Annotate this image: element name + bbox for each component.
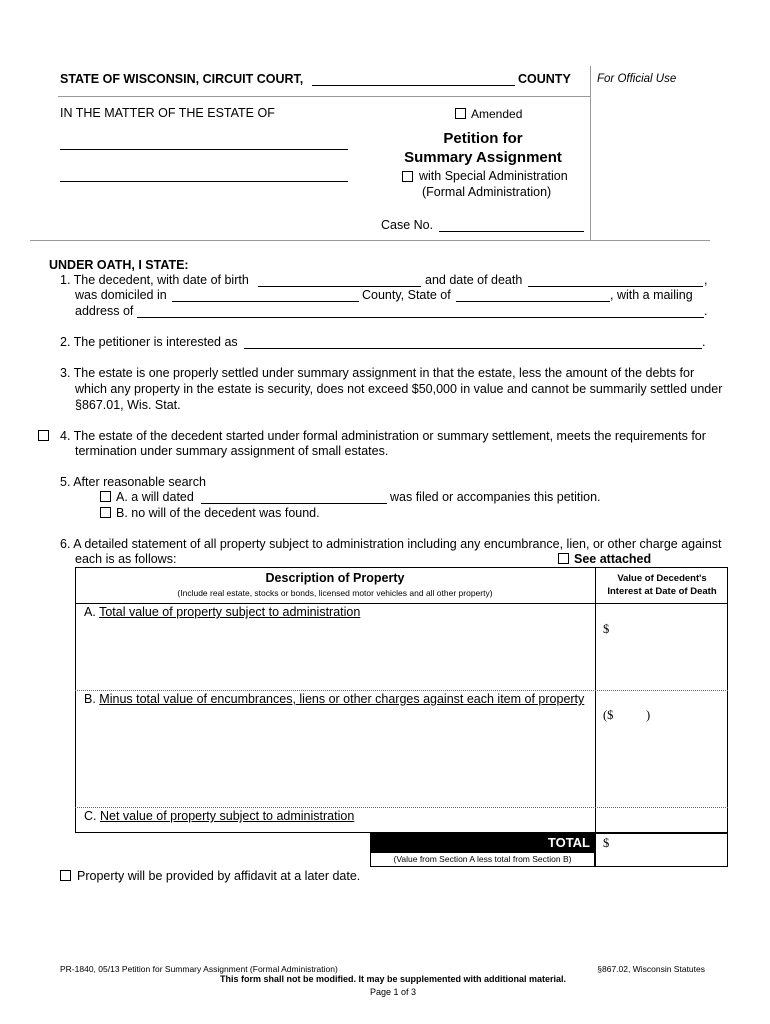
row-a-label: A. xyxy=(84,605,96,619)
total-value-box[interactable] xyxy=(595,833,728,867)
affidavit-checkbox[interactable] xyxy=(60,870,71,881)
item1-comma: , xyxy=(704,273,708,287)
item4-line2: termination under summary assignment of small estates. xyxy=(75,444,389,458)
table-column-divider xyxy=(595,567,596,833)
see-attached-label: See attached xyxy=(574,552,652,566)
case-no-label: Case No. xyxy=(381,218,434,232)
mailing-address-field[interactable] xyxy=(137,317,704,318)
special-admin-label: with Special Administration xyxy=(419,169,568,183)
no-modify-notice: This form shall not be modified. It may be supplemented with additional material. xyxy=(219,974,567,984)
affidavit-label: Property will be provided by affidavit at a later date. xyxy=(77,869,361,883)
row-b-divider xyxy=(75,807,728,808)
petitioner-interest-field[interactable] xyxy=(244,348,702,349)
item1-death-label: and date of death xyxy=(425,273,523,287)
official-use-divider xyxy=(590,66,591,240)
total-label: TOTAL xyxy=(547,835,590,850)
row-c xyxy=(84,809,354,823)
death-date-field[interactable] xyxy=(528,286,703,287)
item1-domiciled-label: was domiciled in xyxy=(75,288,167,302)
row-a xyxy=(84,605,360,619)
amended-label: Amended xyxy=(471,107,523,121)
item5-text: 5. After reasonable search xyxy=(60,475,206,489)
item6-line1: 6. A detailed statement of all property subject to administration including any encumbrance, lien, or other charge against xyxy=(60,537,722,551)
item3-line3: §867.01, Wis. Stat. xyxy=(75,398,181,412)
see-attached-checkbox[interactable] xyxy=(558,553,569,564)
no-will-checkbox[interactable] xyxy=(100,507,111,518)
decedent-name-field-2[interactable] xyxy=(60,181,348,182)
row-c-label: C. xyxy=(84,809,97,823)
official-use-label: For Official Use xyxy=(597,73,677,85)
item3-line2: which any property in the estate is security, does not exceed $50,000 in value and cannot be summarily settled under xyxy=(75,382,723,396)
item5-a-text: was filed or accompanies this petition. xyxy=(390,490,601,504)
table-header-divider xyxy=(75,603,728,604)
statute-ref: §867.02, Wisconsin Statutes xyxy=(597,964,705,974)
case-no-field[interactable] xyxy=(439,231,584,232)
amended-checkbox[interactable] xyxy=(455,108,466,119)
row-c-text: Net value of property subject to administration xyxy=(99,809,355,823)
will-date-field[interactable] xyxy=(201,503,387,504)
decedent-name-field-1[interactable] xyxy=(60,149,348,150)
item1-period: . xyxy=(704,304,708,318)
row-b-label: B. xyxy=(84,692,96,706)
domicile-state-field[interactable] xyxy=(456,301,610,302)
oath-heading: UNDER OATH, I STATE: xyxy=(49,258,189,272)
row-b-value-close: ) xyxy=(646,708,651,722)
domicile-county-field[interactable] xyxy=(172,301,359,302)
row-b-value-open[interactable]: ($ xyxy=(603,708,614,722)
header-divider xyxy=(58,96,590,97)
value-header-line1: Value of Decedent's xyxy=(617,573,707,584)
item5-a-label: A. a will dated xyxy=(116,490,194,504)
item5-b-label: B. no will of the decedent was found. xyxy=(116,506,320,520)
county-label: COUNTY xyxy=(518,72,571,86)
county-name-field[interactable] xyxy=(312,85,515,86)
page-number: Page 1 of 3 xyxy=(369,987,417,997)
row-a-text: Total value of property subject to administration xyxy=(99,605,361,619)
row-a-value[interactable]: $ xyxy=(603,622,610,636)
row-b xyxy=(84,692,584,706)
item1-address-label: address of xyxy=(75,304,134,318)
form-id: PR-1840, 05/13 Petition for Summary Assignment (Formal Administration) xyxy=(60,964,338,974)
total-note: (Value from Section A less total from Section B) xyxy=(393,854,572,864)
item1-mailing-label: , with a mailing xyxy=(610,288,693,302)
item2-period: . xyxy=(702,335,706,349)
form-title-line2: Summary Assignment xyxy=(404,149,562,166)
value-header-line2: Interest at Date of Death xyxy=(607,586,717,597)
item1-state-label: County, State of xyxy=(362,288,451,302)
item6-line2: each is as follows: xyxy=(75,552,177,566)
will-dated-checkbox[interactable] xyxy=(100,491,111,502)
row-a-divider xyxy=(75,690,728,691)
formal-admin-label: (Formal Administration) xyxy=(422,185,552,199)
item2-text: 2. The petitioner is interested as xyxy=(60,335,238,349)
court-title: STATE OF WISCONSIN, CIRCUIT COURT, xyxy=(60,72,304,86)
row-b-text: Minus total value of encumbrances, liens or other charges against each item of property xyxy=(99,692,585,706)
item4-checkbox[interactable] xyxy=(38,430,49,441)
form-title-line1: Petition for xyxy=(443,130,523,147)
desc-header: Description of Property xyxy=(265,571,405,585)
header-bottom-divider xyxy=(30,240,710,241)
item4-line1: 4. The estate of the decedent started under formal administration or summary settlement, meets the requirements for xyxy=(60,429,706,443)
desc-subheader: (Include real estate, stocks or bonds, licensed motor vehicles and all other property) xyxy=(177,588,493,598)
item1-line1: 1. The decedent, with date of birth xyxy=(60,273,249,287)
special-admin-checkbox[interactable] xyxy=(402,171,413,182)
birth-date-field[interactable] xyxy=(258,286,421,287)
estate-of-label: IN THE MATTER OF THE ESTATE OF xyxy=(60,106,275,120)
item3-line1: 3. The estate is one properly settled under summary assignment in that the estate, less the amount of the debts for xyxy=(60,366,695,380)
total-value: $ xyxy=(603,836,610,850)
